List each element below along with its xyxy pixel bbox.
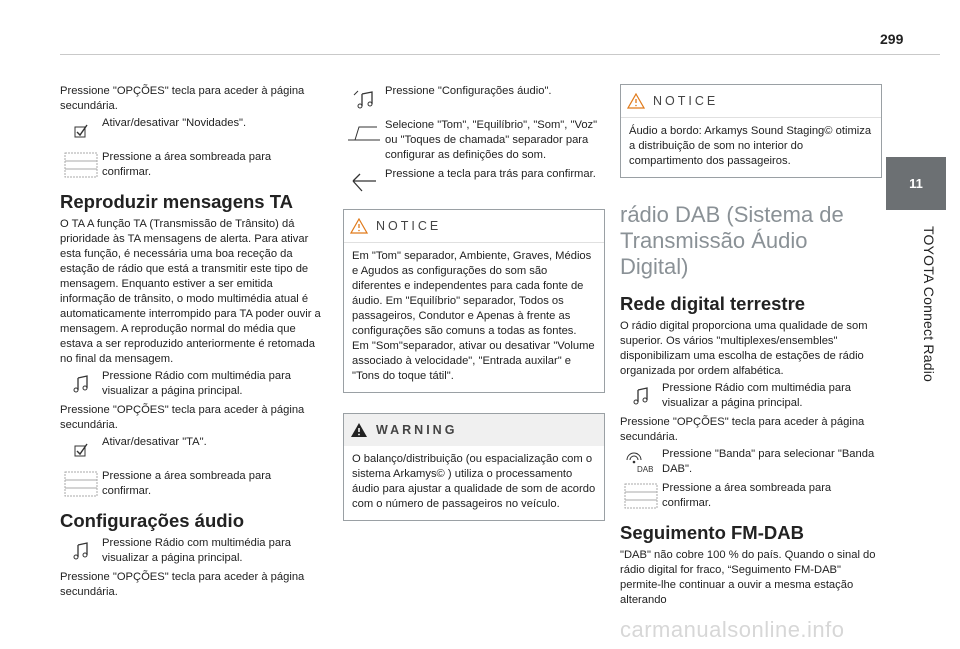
page-number: 299 <box>880 31 904 47</box>
warning-box <box>343 413 605 521</box>
chapter-tab: 11 <box>886 157 946 210</box>
step-row <box>343 84 605 114</box>
step-row <box>60 116 322 146</box>
paragraph: Pressione a área sombreada para confirmar. <box>102 470 272 497</box>
paragraph: Pressione a área sombreada para confirmar. <box>102 151 272 178</box>
shaded-area-icon <box>60 469 102 499</box>
section-heading: Rede digital terrestre <box>620 293 806 314</box>
warning-triangle-icon <box>350 422 368 438</box>
paragraph: Pressione "OPÇÕES" tecla para aceder à página secundária. <box>620 416 865 443</box>
step-row <box>60 536 322 566</box>
step-row <box>620 381 882 411</box>
warning-header <box>344 414 604 446</box>
shaded-area-icon <box>620 481 662 511</box>
paragraph: Pressione "OPÇÕES" tecla para aceder à página secundária. <box>60 404 305 431</box>
step-row <box>60 369 322 399</box>
paragraph: Pressione a área sombreada para confirmar. <box>662 482 832 509</box>
paragraph: Pressione Rádio com multimédia para visualizar a página principal. <box>102 370 292 397</box>
paragraph: "DAB" não cobre 100 % do país. Quando o sinal do rádio digital for fraco, “Seguimento FM-DAB" permite-lhe continuar a ouvir a mesma estação alterando <box>620 549 876 606</box>
paragraph: Pressione Rádio com multimédia para visualizar a página principal. <box>102 537 292 564</box>
section-heading: Seguimento FM-DAB <box>620 522 804 543</box>
step-row <box>60 469 322 499</box>
warning-text: O balanço/distribuição (ou espacialização com o sistema Arkamys© ) utiliza o processamento áudio para ajustar a qualidade de som de acordo com o número de passageiros no veículo. <box>352 453 596 510</box>
section-heading: Reproduzir mensagens TA <box>60 191 294 212</box>
music-note-icon <box>60 369 102 399</box>
step-row <box>620 481 882 511</box>
notice-text: Em "Tom" separador, Ambiente, Graves, Médios e Agudos as configurações do som são diferentes e independentes para cada fonte de áudio. Em "Equilíbrio" separador, Todos os passageiros, Condutor e Apenas à frente as configurações são comuns a todas as fontes. Em "Som"separador, ativar ou desativar "Volume associado à velocidade", "Entrada auxilar" e "Tons do toque tátil". <box>352 250 595 382</box>
paragraph: Ativar/desativar "Novidades". <box>102 117 247 129</box>
music-note-icon <box>60 536 102 566</box>
paragraph: Pressione a tecla para trás para confirmar. <box>385 168 596 180</box>
paragraph: O TA A função TA (Transmissão de Trânsito) dá prioridade às TA mensagens de alerta. Para ativar esta função, é necessária uma boa receção da estação de rádio que está a transmitir este tipo de mensagem. Enquanto estiver a ser emitida informação de trânsito, o modo multimédia atual é automaticamente interrompido para TA poder ouvir a mensagem. A reprodução normal do média que estava a ser reproduzido anteriormente é retomada no final da mensagem. <box>60 218 321 365</box>
paragraph: O rádio digital proporciona uma qualidade de som superior. Os vários "multiplexes/ensembles" disponibilizam uma escolha de estações de rádio organizada por ordem alfabética. <box>620 320 868 377</box>
svg-text:DAB: DAB <box>637 465 654 474</box>
step-row <box>343 167 605 197</box>
paragraph: Pressione "Configurações áudio". <box>385 85 552 97</box>
notice-text: Áudio a bordo: Arkamys Sound Staging© otimiza a distribuição de som no interior do compartimento dos passageiros. <box>629 125 872 167</box>
column-2 <box>343 70 605 527</box>
step-row <box>620 447 882 477</box>
notice-box <box>620 84 882 178</box>
notice-title: NOTICE <box>376 218 442 233</box>
watermark: carmanualsonline.info <box>620 617 845 642</box>
back-arrow-icon <box>343 167 385 197</box>
audio-settings-icon <box>343 84 385 114</box>
section-heading: Configurações áudio <box>60 510 244 531</box>
column-3 <box>620 70 882 608</box>
chapter-heading: rádio DAB (Sistema de Transmissão Áudio Digital) <box>620 202 844 279</box>
music-note-icon <box>620 381 662 411</box>
step-row <box>343 118 605 163</box>
notice-title: NOTICE <box>653 93 719 108</box>
paragraph: Selecione "Tom", "Equilíbrio", "Som", "Voz" ou "Toques de chamada" separador para configurar as definições do som. <box>385 119 598 161</box>
warning-triangle-icon <box>627 93 645 109</box>
shaded-area-icon <box>60 150 102 180</box>
paragraph: Pressione "OPÇÕES" tecla para aceder à página secundária. <box>60 85 305 112</box>
checkbox-icon <box>60 435 102 465</box>
paragraph: Pressione "Banda" para selecionar "Banda DAB". <box>662 448 875 475</box>
paragraph: Pressione Rádio com multimédia para visualizar a página principal. <box>662 382 852 409</box>
column-1 <box>60 70 322 600</box>
paragraph: Ativar/desativar "TA". <box>102 436 207 448</box>
dab-signal-icon <box>620 447 662 477</box>
header-rule <box>60 54 940 55</box>
notice-header <box>621 85 881 118</box>
checkbox-icon <box>60 116 102 146</box>
warning-triangle-icon <box>350 218 368 234</box>
warning-title: WARNING <box>376 422 458 437</box>
notice-header <box>344 210 604 243</box>
notice-box <box>343 209 605 393</box>
paragraph: Pressione "OPÇÕES" tecla para aceder à página secundária. <box>60 571 305 598</box>
step-row <box>60 150 322 180</box>
chapter-title: TOYOTA Connect Radio <box>921 226 937 382</box>
tab-icon <box>343 118 385 148</box>
step-row <box>60 435 322 465</box>
